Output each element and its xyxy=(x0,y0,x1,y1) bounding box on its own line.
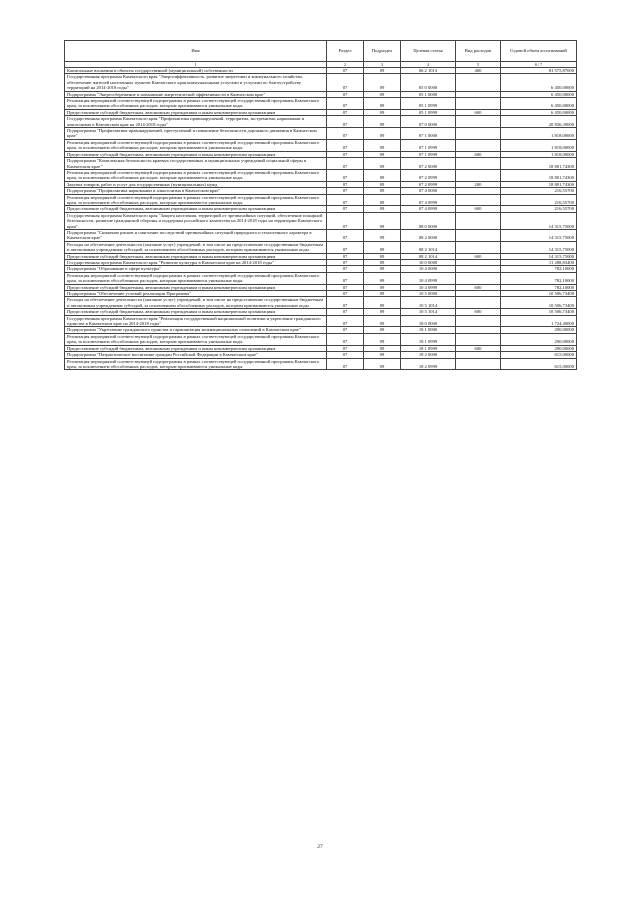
row-vid: 200 xyxy=(456,181,501,187)
row-amount: 615,00000 xyxy=(501,352,577,358)
table-row xyxy=(65,241,577,253)
row-statya: 10 4 0000 xyxy=(401,266,456,272)
header-amount: Годовой объем ассигнований xyxy=(501,41,577,62)
column-number: 5 xyxy=(456,62,501,68)
row-name: Капитальные вложения в объекты государственной (муниципальной) собственности xyxy=(65,68,327,74)
row-amount: 6 450,00000 xyxy=(501,98,577,110)
row-razdel: 07 xyxy=(327,109,364,115)
row-razdel: 07 xyxy=(327,74,364,91)
row-podrazdel: 09 xyxy=(364,284,401,290)
row-podrazdel: 09 xyxy=(364,253,401,259)
row-razdel: 07 xyxy=(327,212,364,229)
row-amount: 10 506,73400 xyxy=(501,297,577,309)
row-razdel: 07 xyxy=(327,266,364,272)
row-amount: 18 801,74300 xyxy=(501,181,577,187)
row-amount: 290,00000 xyxy=(501,327,577,333)
row-amount: 14 315,75000 xyxy=(501,229,577,241)
row-statya: 06 2 1013 xyxy=(401,68,456,74)
column-number-extra: 6 xyxy=(534,62,537,67)
row-vid: 400 xyxy=(456,68,501,74)
row-vid xyxy=(456,139,501,151)
row-razdel: 07 xyxy=(327,116,364,128)
row-podrazdel: 09 xyxy=(364,266,401,272)
row-razdel: 07 xyxy=(327,291,364,297)
row-vid xyxy=(456,158,501,170)
header-row xyxy=(65,41,577,62)
row-razdel: 07 xyxy=(327,139,364,151)
row-razdel: 07 xyxy=(327,158,364,170)
row-statya: 07 0 0000 xyxy=(401,116,456,128)
row-name: Подпрограмма "Патриотическое воспитание граждан Российской Федерации в Камчатском крае" xyxy=(65,352,327,358)
table-row xyxy=(65,333,577,345)
row-statya: 05 1 0999 xyxy=(401,98,456,110)
row-podrazdel: 09 xyxy=(364,333,401,345)
row-name: Реализация мероприятий соответствующей подпрограммы в рамках соответствующей государственной программы Камчатского края, за исключением обособленных расходов, которым присваиваются уникальные коды xyxy=(65,272,327,284)
row-statya: 07 4 0000 xyxy=(401,188,456,194)
row-amount: 216,55700 xyxy=(501,206,577,212)
row-vid: 600 xyxy=(456,284,501,290)
row-razdel: 07 xyxy=(327,128,364,140)
row-podrazdel: 09 xyxy=(364,98,401,110)
row-statya: 05 0 0000 xyxy=(401,74,456,91)
row-statya: 05 1 0000 xyxy=(401,91,456,97)
row-podrazdel: 09 xyxy=(364,291,401,297)
row-name: Подпрограмма "Комплексная безопасность краевых государственных и муниципальных учреждений социальной сферы в Камчатском крае " xyxy=(65,158,327,170)
row-podrazdel: 09 xyxy=(364,151,401,157)
row-vid xyxy=(456,333,501,345)
row-name: Закупка товаров, работ и услуг для государственных (муниципальных) нужд xyxy=(65,181,327,187)
row-name: Предоставление субсидий бюджетным, автономным учреждениям и иным некоммерческим организациям xyxy=(65,109,327,115)
header-statya: Целевая статья xyxy=(401,41,456,62)
table-row xyxy=(65,212,577,229)
row-amount: 1 818,00000 xyxy=(501,128,577,140)
row-name: Предоставление субсидий бюджетным, автономным учреждениям и иным некоммерческим организациям xyxy=(65,206,327,212)
row-podrazdel: 09 xyxy=(364,309,401,315)
row-podrazdel: 09 xyxy=(364,194,401,206)
row-vid xyxy=(456,241,501,253)
row-statya: 10 5 0000 xyxy=(401,291,456,297)
row-vid xyxy=(456,194,501,206)
row-amount: 782,10000 xyxy=(501,266,577,272)
row-amount: 290,00000 xyxy=(501,333,577,345)
row-vid xyxy=(456,297,501,309)
table-row xyxy=(65,74,577,91)
row-amount: 18 801,74300 xyxy=(501,158,577,170)
row-statya: 18 2 0999 xyxy=(401,358,456,370)
column-number-extra: 7 xyxy=(540,62,543,67)
row-razdel: 07 xyxy=(327,229,364,241)
row-statya: 08 2 1014 xyxy=(401,241,456,253)
row-statya: 05 1 0999 xyxy=(401,109,456,115)
row-amount: 81 575,87000 xyxy=(501,68,577,74)
row-name: Государственная программа Камчатского края "Развитие культуры в Камчатском крае на 2014-2018 годы" xyxy=(65,260,327,266)
table-row xyxy=(65,158,577,170)
row-amount: 782,10000 xyxy=(501,272,577,284)
column-number: 1 xyxy=(65,62,327,68)
row-statya: 18 1 0999 xyxy=(401,333,456,345)
row-amount: 10 506,73400 xyxy=(501,309,577,315)
row-name: Государственная программа Камчатского края "Защита населения, территорий от чрезвычайных ситуаций, обеспечение пожарной безопасности, развитие гражданской обороны и поддержка российского казачества на 2014-2018 годы на территории Камчатского края" xyxy=(65,212,327,229)
row-razdel: 07 xyxy=(327,333,364,345)
row-name: Предоставление субсидий бюджетным, автономным учреждениям и иным некоммерческим организациям xyxy=(65,309,327,315)
row-vid xyxy=(456,128,501,140)
row-vid: 600 xyxy=(456,309,501,315)
row-name: Расходы на обеспечение деятельности (оказание услуг) учреждений, в том числе на предоставление государственным бюджетным и автономным учреждениям субсидий, за исключением обособленных расходов, которым присваиваются уникальные коды xyxy=(65,297,327,309)
row-podrazdel: 09 xyxy=(364,327,401,333)
row-statya: 07 2 0999 xyxy=(401,181,456,187)
budget-table xyxy=(64,40,577,370)
row-podrazdel: 09 xyxy=(364,158,401,170)
row-name: Государственная программа Камчатского края "Реализация государственной национальной политики и укрепление гражданского единства в Камчатском крае на 2014-2018 годы" xyxy=(65,315,327,327)
row-podrazdel: 09 xyxy=(364,139,401,151)
row-statya: 08 2 1014 xyxy=(401,253,456,259)
row-amount: 290,00000 xyxy=(501,345,577,351)
row-amount: 14 315,75000 xyxy=(501,212,577,229)
row-podrazdel: 09 xyxy=(364,352,401,358)
row-name: Подпрограмма "Снижение рисков и смягчение последствий чрезвычайных ситуаций природного и техногенного характера в Камчатском крае" xyxy=(65,229,327,241)
row-amount: 14 315,75000 xyxy=(501,253,577,259)
row-podrazdel: 09 xyxy=(364,272,401,284)
row-amount: 1 818,00000 xyxy=(501,151,577,157)
row-statya: 07 4 0999 xyxy=(401,206,456,212)
row-vid xyxy=(456,315,501,327)
row-statya: 18 1 0000 xyxy=(401,327,456,333)
row-razdel: 07 xyxy=(327,272,364,284)
row-vid xyxy=(456,212,501,229)
table-body xyxy=(65,68,577,370)
row-razdel: 07 xyxy=(327,91,364,97)
row-statya: 07 2 0000 xyxy=(401,158,456,170)
row-name: Расходы на обеспечение деятельности (оказание услуг) учреждений, в том числе на предоставление государственным бюджетным и автономным учреждениям субсидий, за исключением обособленных расходов, которым присваиваются уникальные коды xyxy=(65,241,327,253)
row-statya: 10 5 1014 xyxy=(401,297,456,309)
row-razdel: 07 xyxy=(327,241,364,253)
row-amount: 216,55700 xyxy=(501,194,577,206)
row-statya: 08 2 0000 xyxy=(401,229,456,241)
row-name: Подпрограмма "Обеспечение условий реализации Программы" xyxy=(65,291,327,297)
row-name: Реализация мероприятий соответствующей подпрограммы в рамках соответствующей государственной программы Камчатского края, за исключением обособленных расходов, которым присваиваются уникальные коды xyxy=(65,194,327,206)
row-vid xyxy=(456,98,501,110)
row-podrazdel: 09 xyxy=(364,109,401,115)
row-amount: 615,00000 xyxy=(501,358,577,370)
row-vid xyxy=(456,358,501,370)
row-vid: 600 xyxy=(456,151,501,157)
row-statya: 10 5 1014 xyxy=(401,309,456,315)
row-name: Реализация мероприятий соответствующей подпрограммы в рамках соответствующей государственной программы Камчатского края, за исключением обособленных расходов, которым присваиваются уникальные коды xyxy=(65,139,327,151)
row-name: Подпрограмма "Энергосбережение и повышение энергетической эффективности в Камчатском крае" xyxy=(65,91,327,97)
row-podrazdel: 09 xyxy=(364,260,401,266)
table-row xyxy=(65,358,577,370)
row-statya: 10 0 0000 xyxy=(401,260,456,266)
table-row xyxy=(65,229,577,241)
row-name: Государственная программа Камчатского края "Профилактика правонарушений, терроризма, экстремизма, наркомании и алкоголизма в Камчатском крае на 2014-2018 годы" xyxy=(65,116,327,128)
page-number: 27 xyxy=(317,844,323,850)
row-statya: 08 0 0000 xyxy=(401,212,456,229)
row-amount: 18 801,74300 xyxy=(501,169,577,181)
row-razdel: 07 xyxy=(327,358,364,370)
row-podrazdel: 09 xyxy=(364,212,401,229)
row-podrazdel: 09 xyxy=(364,181,401,187)
header-vid: Вид расходов xyxy=(456,41,501,62)
row-podrazdel: 09 xyxy=(364,74,401,91)
row-amount: 216,55700 xyxy=(501,188,577,194)
row-vid: 600 xyxy=(456,206,501,212)
row-vid xyxy=(456,169,501,181)
row-name: Реализация мероприятий соответствующей подпрограммы в рамках соответствующей государственной программы Камчатского края, за исключением обособленных расходов, которым присваиваются уникальные коды xyxy=(65,358,327,370)
column-number: 2 xyxy=(327,62,364,68)
column-number: 4 xyxy=(401,62,456,68)
row-statya: 07 2 0999 xyxy=(401,169,456,181)
row-statya: 10 4 0999 xyxy=(401,284,456,290)
row-name: Реализация мероприятий соответствующей подпрограммы в рамках соответствующей государственной программы Камчатского края, за исключением обособленных расходов, которым присваиваются уникальные коды xyxy=(65,333,327,345)
table-row xyxy=(65,194,577,206)
row-razdel: 07 xyxy=(327,345,364,351)
header-name: Имя xyxy=(65,41,327,62)
row-vid xyxy=(456,116,501,128)
row-podrazdel: 09 xyxy=(364,358,401,370)
row-name: Предоставление субсидий бюджетным, автономным учреждениям и иным некоммерческим организациям xyxy=(65,151,327,157)
table-row xyxy=(65,272,577,284)
row-vid: 600 xyxy=(456,109,501,115)
row-name: Подпрограмма "Профилактика наркомании и алкоголизма в Камчатском крае" xyxy=(65,188,327,194)
table-row xyxy=(65,169,577,181)
row-vid: 600 xyxy=(456,345,501,351)
row-name: Предоставление субсидий бюджетным, автономным учреждениям и иным некоммерческим организациям xyxy=(65,284,327,290)
row-podrazdel: 09 xyxy=(364,315,401,327)
row-amount: 11 288,83400 xyxy=(501,260,577,266)
row-razdel: 07 xyxy=(327,98,364,110)
row-razdel: 07 xyxy=(327,253,364,259)
row-razdel: 07 xyxy=(327,315,364,327)
row-name: Предоставление субсидий бюджетным, автономным учреждениям и иным некоммерческим организациям xyxy=(65,345,327,351)
table-row xyxy=(65,128,577,140)
row-vid xyxy=(456,229,501,241)
row-podrazdel: 09 xyxy=(364,128,401,140)
budget-table-container xyxy=(64,40,576,370)
row-podrazdel: 09 xyxy=(364,229,401,241)
row-name: Подпрограмма "Образование в сфере культуры" xyxy=(65,266,327,272)
row-name: Реализация мероприятий соответствующей подпрограммы в рамках соответствующей государственной программы Камчатского края, за исключением обособленных расходов, которым присваиваются уникальные коды xyxy=(65,169,327,181)
row-podrazdel: 09 xyxy=(364,68,401,74)
row-razdel: 07 xyxy=(327,284,364,290)
row-razdel: 07 xyxy=(327,327,364,333)
row-razdel: 07 xyxy=(327,68,364,74)
row-vid xyxy=(456,272,501,284)
row-razdel: 07 xyxy=(327,260,364,266)
row-razdel: 07 xyxy=(327,181,364,187)
row-vid xyxy=(456,74,501,91)
table-row xyxy=(65,139,577,151)
row-amount: 6 450,00000 xyxy=(501,91,577,97)
table-row xyxy=(65,297,577,309)
row-statya: 18 1 0999 xyxy=(401,345,456,351)
row-razdel: 07 xyxy=(327,309,364,315)
row-podrazdel: 09 xyxy=(364,188,401,194)
row-razdel: 07 xyxy=(327,188,364,194)
row-amount: 782,10000 xyxy=(501,284,577,290)
row-statya: 07 1 0999 xyxy=(401,139,456,151)
row-amount: 1 818,00000 xyxy=(501,139,577,151)
row-podrazdel: 09 xyxy=(364,169,401,181)
row-statya: 18 2 0000 xyxy=(401,352,456,358)
row-razdel: 07 xyxy=(327,297,364,309)
row-statya: 10 4 0999 xyxy=(401,272,456,284)
row-razdel: 07 xyxy=(327,151,364,157)
row-razdel: 07 xyxy=(327,169,364,181)
row-podrazdel: 09 xyxy=(364,206,401,212)
row-statya: 07 4 0999 xyxy=(401,194,456,206)
row-amount: 20 836,39000 xyxy=(501,116,577,128)
row-podrazdel: 09 xyxy=(364,91,401,97)
row-podrazdel: 09 xyxy=(364,297,401,309)
row-podrazdel: 09 xyxy=(364,345,401,351)
table-row xyxy=(65,98,577,110)
row-amount: 14 315,75000 xyxy=(501,241,577,253)
column-number: 6 / 7 xyxy=(501,62,577,68)
row-razdel: 07 xyxy=(327,206,364,212)
row-name: Подпрограмма "Профилактика правонарушений, преступлений и повышение безопасности дорожного движения в Камчатском крае" xyxy=(65,128,327,140)
header-podrazdel: Подраздел xyxy=(364,41,401,62)
table-row xyxy=(65,116,577,128)
row-amount: 1 724,40000 xyxy=(501,315,577,327)
row-razdel: 07 xyxy=(327,352,364,358)
row-amount: 10 506,73400 xyxy=(501,291,577,297)
row-podrazdel: 09 xyxy=(364,241,401,253)
header-razdel: Раздел xyxy=(327,41,364,62)
table-row xyxy=(65,315,577,327)
row-statya: 07 1 0999 xyxy=(401,151,456,157)
row-amount: 6 450,00000 xyxy=(501,109,577,115)
row-statya: 18 0 0000 xyxy=(401,315,456,327)
row-podrazdel: 09 xyxy=(364,116,401,128)
row-razdel: 07 xyxy=(327,194,364,206)
row-name: Реализация мероприятий соответствующей подпрограммы в рамках соответствующей государственной программы Камчатского края, за исключением обособленных расходов, которым присваиваются уникальные коды xyxy=(65,98,327,110)
row-name: Предоставление субсидий бюджетным, автономным учреждениям и иным некоммерческим организациям xyxy=(65,253,327,259)
row-amount: 6 450,00000 xyxy=(501,74,577,91)
row-statya: 07 1 0000 xyxy=(401,128,456,140)
column-number: 3 xyxy=(364,62,401,68)
row-vid: 600 xyxy=(456,253,501,259)
row-name: Подпрограмма "Укрепление гражданского единства и гармонизация межнациональных отношений в Камчатском крае" xyxy=(65,327,327,333)
row-name: Государственная программа Камчатского края "Энергоэффективность, развитие энергетики и коммунального хозяйства, обеспечение жителей населенных пунктов Камчатского края коммунальными услугами и услугами по благоустройству территорий на 2014-2018 годы" xyxy=(65,74,327,91)
